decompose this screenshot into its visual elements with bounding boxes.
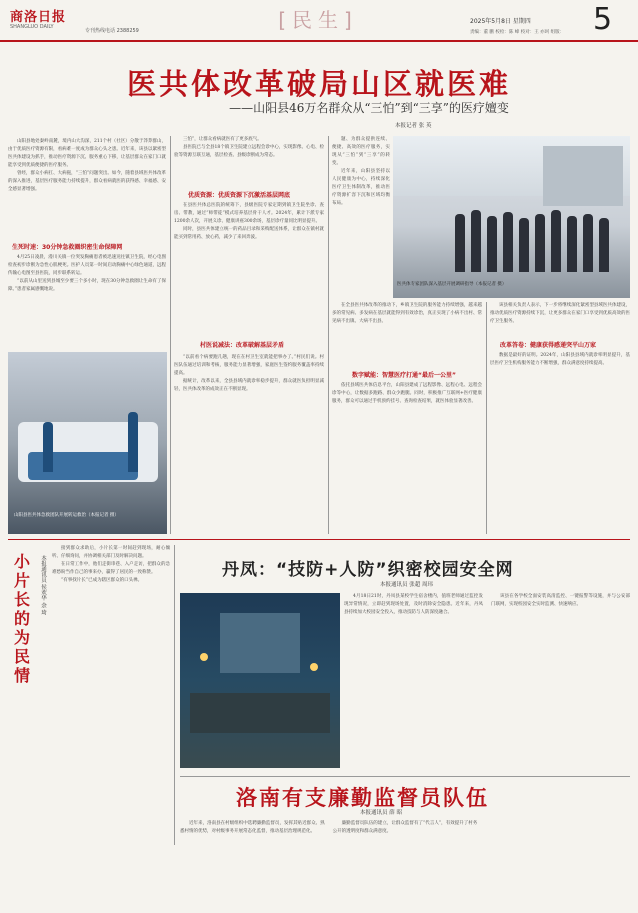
- page-number: 5: [593, 2, 613, 37]
- lead-col2c: [174, 354, 324, 530]
- section-label: [民生]: [278, 8, 358, 32]
- paragraph: 接到群众求助后，小片长第一时间赶到现场，耐心倾听、仔细询问，并协调相关部门及时解决问题。: [52, 546, 170, 559]
- column-divider: [170, 136, 171, 534]
- paragraph: 该县在各学校全面安装高清监控、一键报警等设施，并与公安部门联网，实现校园安全实时监测、快速响应。: [491, 594, 630, 607]
- photo-caption: 医共体专家团队深入基层开展调研指导（本报记者 摄）: [397, 282, 507, 287]
- lead-headline: 医共体改革破局山区就医难: [126, 67, 511, 101]
- story2-byline: 本报通讯员 侯欢华 余 琦: [40, 555, 46, 616]
- paragraph: 在全县医共体改革的推动下，乡镇卫生院的服务能力持续增强，越来越多的常见病、多发病在基层就能得到有效诊治，真正实现了小病不出村、常见病不出镇、大病不出县。: [332, 303, 482, 324]
- column-divider: [174, 545, 175, 845]
- story4-title: 洛南有支廉勤监督员队伍: [236, 786, 489, 810]
- photo-campus-security: [180, 593, 340, 768]
- subhead-a: 生死时速：30分钟急救圈织密生命保障网: [12, 244, 123, 251]
- paragraph: 曾经，群众小病扛、大病拖，“三怕”问题突出。如今，随着县域医共体改革的深入推进，基层医疗服务能力持续提升，群众看病就医的获得感、幸福感、安全感显著增强。: [8, 171, 166, 192]
- paragraph: 县医院已与全县18个镇卫生院建立远程会诊中心，实现影像、心电、检验等资源互联互通，基层检查、县级诊断成为常态。: [174, 145, 324, 158]
- column-divider: [328, 136, 329, 534]
- issue-date: 2025年5月8日 星期四: [470, 18, 531, 25]
- newspaper-logo: 商洛日报: [10, 10, 67, 25]
- subhead-d: 数字赋能：智慧医疗打通“最后一公里”: [352, 372, 456, 379]
- lead-col2b: [174, 202, 324, 338]
- lead-col3: [332, 136, 390, 298]
- story4-byline: 本报通讯员 薛 昭: [360, 810, 402, 816]
- story2-title: 小片长的为民情: [13, 552, 30, 685]
- paragraph: 近年来，洛南县在村级组织中选聘廉勤监督员，发挥其贴近群众、熟悉村情的优势，对村级事务开展常态化监督，推动基层治理规范化。: [180, 821, 325, 834]
- paragraph: 该县相关负责人表示，下一步将继续深化紧密型县域医共体建设，推动优质医疗资源持续下沉，让更多群众在家门口享受到优质高效的医疗卫生服务。: [490, 303, 630, 324]
- story4-text: [180, 820, 630, 906]
- lead-col4: [490, 352, 630, 532]
- lead-col3b: [332, 302, 482, 366]
- paragraph: 山阳县地处秦岭南麓，境内山大沟深，211个村（社区）分散于莽莽群山，由于优质医疗资源有限，看病难一度成为群众心头之患。近年来，该县以紧密型医共体建设为抓手，推动医疗资源下沉、服务重心下移，让基层群众在家门口就能享受到优质便捷的医疗服务。: [8, 139, 166, 168]
- lead-byline: 本报记者 张 英: [395, 123, 432, 129]
- paragraph: 4月18日21时，丹凤县某校学生宿舍楼内，值班老师通过监控发现异常情况，立即赶到现场处置，及时消除安全隐患。近年来，丹凤县持续加大校园安全投入，推动技防与人防深度融合。: [344, 594, 483, 615]
- paragraph: 4月25日凌晨，漫川关镇一位突发胸痛患者被迅速送往镇卫生院，经心电图检查初步诊断为急性心肌梗死。医护人员第一时间启动胸痛中心绿色通道，远程传输心电图至县医院，同步联系转运。: [8, 255, 166, 276]
- lead-subheadline: ——山阳县46万名群众从“三怕”到“三享”的医疗嬗变: [229, 101, 509, 115]
- section-rule: [8, 539, 630, 540]
- lead-col1b: [8, 254, 166, 346]
- paragraph: 数据是最好的证明。2024年，山阳县县域内就诊率明显提升，基层医疗卫生机构服务能力不断增强，群众满意度持续提高。: [490, 353, 630, 366]
- photo-expert-visit: [393, 136, 630, 298]
- paragraph: 依托县域医共体信息平台，山阳县建成了远程影像、远程心电、远程会诊等中心，让数据多跑路、群众少跑腿。同时，积极推广互联网+医疗健康服务，群众可以通过手机预约挂号、查询检查结果，就医体验显著改善。: [332, 383, 482, 404]
- column-divider: [486, 302, 487, 534]
- paragraph: 廉勤监督员队伍的建立，让群众监督有了“代言人”，有效提升了村务公开的透明度和群众满意度。: [332, 821, 478, 834]
- paragraph: “有事找片长”已成为辖区群众的口头禅。: [61, 578, 143, 583]
- subhead-b: 优质资源：优质资源下沉激活基层网底: [188, 192, 291, 199]
- editor-credits: 责编：董 鹏 校检：陈 峰 校对：王 亦珂 组版：: [470, 30, 565, 35]
- subhead-c: 村医说减法：改革破解基层矛盾: [200, 342, 285, 349]
- subhead-e: 改革答卷：健康获得感递突平山万家: [500, 342, 597, 349]
- paragraph: “以前从山里送到县城至少要三个多小时，现在30分钟急救圈让生命有了保障。”患者家属感慨地说。: [8, 279, 166, 292]
- lead-col2: [174, 136, 324, 184]
- paragraph: 在日常工作中，他们走街串巷、入户走访，把群众的急难愁盼当作自己的事来办，赢得了居民的一致称赞。: [52, 562, 170, 575]
- section-rule: [180, 776, 630, 777]
- story3-byline: 本报通讯员 张超 周玮: [380, 582, 433, 588]
- hotline: 专刊热线电话 2388259: [85, 28, 139, 34]
- photo-ambulance-transfer: [8, 352, 167, 534]
- paragraph: 同时，县医共体建立统一的药品目录和采购配送体系，让群众在镇村就能买到常用药、放心药，减少了来回奔波。: [174, 227, 324, 240]
- newspaper-logo-sub: SHANGLUO DAILY: [10, 24, 54, 30]
- paragraph: “以前看个病要跑几趟，现在在村卫生室就能把事办了。”村民们说。村医队伍通过培训和考核，服务能力显著增强，家庭医生签约服务覆盖率持续提高。: [174, 355, 324, 376]
- paragraph: 近年来，山阳县坚持以人民健康为中心，持续深化医疗卫生体制改革，推动医疗资源扩容下沉和区域均衡布局。: [332, 169, 390, 206]
- story2-text: [52, 545, 170, 845]
- paragraph: 在县医共体总医院的统筹下，县级医院专家定期到镇卫生院坐诊、查房、带教，通过“师带徒”模式培养基层骨干人才。2024年，累计下派专家1200余人次，开展义诊、健康讲座300余场，基层诊疗量同比明显提升。: [174, 203, 324, 224]
- lead-col4-top: [490, 302, 630, 338]
- paragraph: 据统计，改革以来，全县县域内就诊率稳步提升，群众就医负担明显减轻，医共体改革的成效正在不断显现。: [174, 379, 324, 392]
- lead-col3c: [332, 382, 482, 532]
- paragraph: 题、为群众提供连续、便捷、高效的医疗服务，实现从“三怕”到“三享”的转变。: [332, 137, 390, 166]
- paragraph: 三怕”，让群众看病就医有了更多底气。: [183, 137, 262, 142]
- story3-title: 丹凤：“技防+人防”织密校园安全网: [222, 560, 514, 580]
- lead-col1: [8, 138, 166, 238]
- story3-text: [344, 593, 630, 768]
- photo-caption: 山阳县医共体急救团队开展转运救治（本报记者 摄）: [14, 513, 119, 518]
